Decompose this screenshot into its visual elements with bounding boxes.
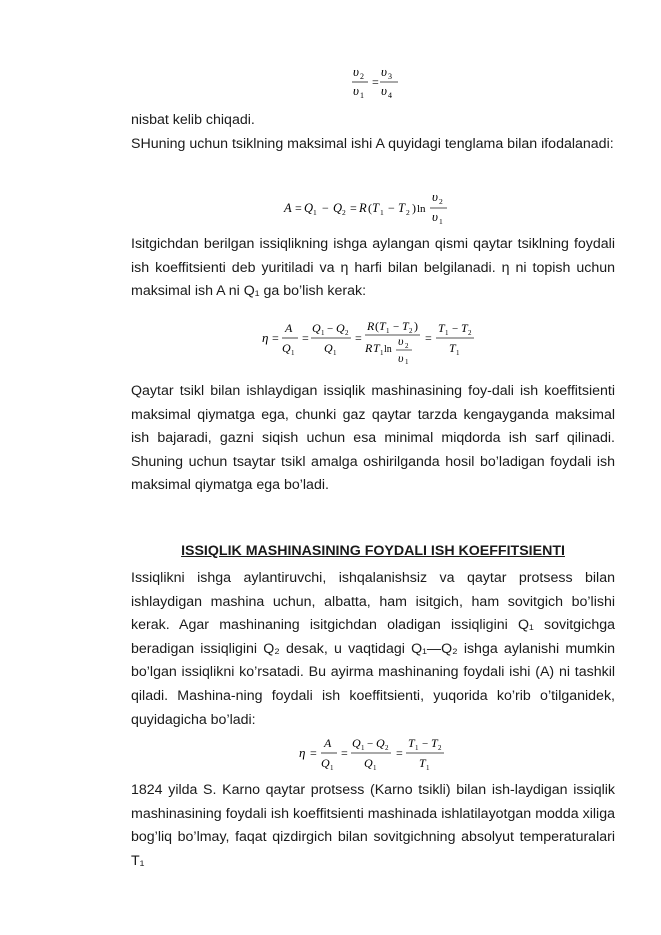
svg-text:1: 1 xyxy=(380,349,384,357)
svg-text:R: R xyxy=(367,319,375,333)
svg-text:Q: Q xyxy=(364,756,373,770)
svg-text:T: T xyxy=(398,201,405,215)
paragraph-shuning: SHuning uchun tsiklning maksimal ishi A quyidagi tenglama bilan ifodalanadi: xyxy=(131,136,614,152)
svg-text:=: = xyxy=(355,331,362,345)
svg-text:=: = xyxy=(341,746,348,760)
svg-text:2: 2 xyxy=(385,744,389,752)
svg-text:2: 2 xyxy=(438,744,442,752)
svg-text:T: T xyxy=(408,736,415,750)
svg-text:2: 2 xyxy=(405,342,409,350)
svg-text:1: 1 xyxy=(456,349,460,357)
svg-text:4: 4 xyxy=(388,91,392,100)
svg-text:(: ( xyxy=(375,319,379,333)
svg-text:Q: Q xyxy=(352,736,361,750)
svg-text:Q: Q xyxy=(324,341,333,355)
svg-text:(: ( xyxy=(368,201,372,215)
svg-text:1: 1 xyxy=(333,349,337,357)
svg-text:=: = xyxy=(350,201,357,215)
svg-text:T: T xyxy=(402,319,409,333)
svg-text:1: 1 xyxy=(405,358,409,364)
svg-text:υ: υ xyxy=(398,334,404,348)
ratio-num-left: υ xyxy=(353,64,359,79)
svg-text:T: T xyxy=(379,319,386,333)
svg-text:−: − xyxy=(422,738,429,750)
svg-text:T: T xyxy=(419,756,426,770)
svg-text:T: T xyxy=(372,201,379,215)
svg-text:T: T xyxy=(461,321,468,335)
svg-text:Q: Q xyxy=(321,756,330,770)
svg-text:2: 2 xyxy=(439,197,443,206)
svg-text:Q: Q xyxy=(336,321,345,335)
ratio-den-left: υ xyxy=(353,83,359,98)
svg-text:T: T xyxy=(438,321,445,335)
svg-text:A: A xyxy=(284,201,292,215)
svg-text:Q: Q xyxy=(312,321,321,335)
svg-text:1: 1 xyxy=(313,208,317,217)
svg-text:−: − xyxy=(452,323,459,335)
svg-text:2: 2 xyxy=(409,327,413,335)
svg-text:1: 1 xyxy=(321,329,325,337)
svg-text:−: − xyxy=(388,201,395,215)
svg-text:1: 1 xyxy=(380,208,384,217)
svg-text:Q: Q xyxy=(376,736,385,750)
svg-text:2: 2 xyxy=(406,208,410,217)
svg-text:R: R xyxy=(365,341,373,355)
svg-text:1: 1 xyxy=(373,764,377,772)
svg-text:ln: ln xyxy=(417,203,426,215)
svg-text:2: 2 xyxy=(468,329,472,337)
formula-volume-ratio xyxy=(348,62,408,102)
svg-text:1: 1 xyxy=(291,349,295,357)
svg-text:2: 2 xyxy=(360,72,364,81)
svg-text:3: 3 xyxy=(388,72,392,81)
paragraph-1824: 1824 yilda S. Karno qaytar protsess (Karno tsikli) bilan ish-laydigan issiqlik mashinasining foydali ish koeffitsienti mashinada ishlatilayotgan modda xiliga bog’liq bo’lmay, faqat qizdirgich bilan sovitgichning absolyut temperaturalari T₁ xyxy=(131,782,615,869)
paragraph-issiqlikni: Issiqlikni ishga aylantiruvchi, ishqalanishsiz va qaytar protsess bilan ishlaydigan mashina uchun, albatta, ham isitgich, ham sovitgich bo’lishi kerak. Agar mashinaning isitgichdan oladigan issiqligini Q₁ sovitgichga beradigan issiqligini Q₂ desak, u vaqtidagi Q₁—Q₂ ishga aylanishi mumkin bo’lgan issiqlikni ko’rsatadi. Bu ayirma mashinaning foydali ishi (A) ni tashkil qiladi. Mashina-ning foydali ish koeffitsienti, yuqorida ko’rib o’tilganidek, quyidagicha bo’ladi: xyxy=(131,570,615,728)
section-heading: ISSIQLIK MASHINASINING FOYDALI ISH KOEFFITSIENTI xyxy=(181,543,565,559)
paragraph-qaytar: Qaytar tsikl bilan ishlaydigan issiqlik mashinasining foy-dali ish koeffitsienti maksimal qiymatga ega, chunki gaz qaytar tarzda kengayganda maksimal ish bajaradi, gazni siqish uchun esa minimal miqdorda ish sarf qilinadi. Shuning uchun tsaytar tsikl amalga oshirilganda hosil bo’ladigan foydali ish maksimal qiymatga ega bo’ladi. xyxy=(131,383,615,494)
svg-text:ln: ln xyxy=(384,344,392,355)
svg-text:2: 2 xyxy=(342,208,346,217)
svg-text:η: η xyxy=(299,745,306,760)
svg-text:=: = xyxy=(295,201,302,215)
svg-text:=: = xyxy=(310,746,317,760)
svg-text:=: = xyxy=(372,75,379,89)
svg-text:1: 1 xyxy=(360,91,364,100)
svg-text:A: A xyxy=(285,321,293,335)
svg-text:1: 1 xyxy=(445,329,449,337)
svg-text:2: 2 xyxy=(345,329,349,337)
paragraph-nisbat: nisbat kelib chiqadi. xyxy=(131,112,255,128)
svg-text:=: = xyxy=(425,331,432,345)
svg-text:=: = xyxy=(396,746,403,760)
svg-text:Q: Q xyxy=(304,201,314,215)
svg-text:Q: Q xyxy=(282,341,291,355)
svg-text:): ) xyxy=(414,319,418,333)
svg-text:1: 1 xyxy=(426,764,430,772)
svg-text:T: T xyxy=(431,736,438,750)
svg-text:1: 1 xyxy=(439,217,443,226)
svg-text:υ: υ xyxy=(432,189,438,204)
svg-text:R: R xyxy=(359,201,367,215)
svg-text:1: 1 xyxy=(361,744,365,752)
ratio-den-right: υ xyxy=(381,83,387,98)
svg-text:=: = xyxy=(272,331,279,345)
formula-efficiency xyxy=(297,733,457,777)
svg-text:−: − xyxy=(322,201,329,215)
svg-text:1: 1 xyxy=(415,744,419,752)
formula-efficiency-derivation xyxy=(260,316,500,364)
paragraph-isitgich: Isitgichdan berilgan issiqlikning ishga aylangan qismi qaytar tsiklning foydali ish koeffitsienti deb yuritiladi va η harfi bilan belgilanadi. η ni topish uchun maksimal ish A ni Q₁ ga bo’lish kerak: xyxy=(131,236,615,300)
svg-text:T: T xyxy=(373,341,380,355)
svg-text:υ: υ xyxy=(398,351,404,364)
svg-text:η: η xyxy=(262,330,269,345)
ratio-num-right: υ xyxy=(381,64,387,79)
svg-text:): ) xyxy=(412,201,416,215)
svg-text:−: − xyxy=(393,321,400,333)
formula-max-work xyxy=(282,188,482,228)
svg-text:T: T xyxy=(449,341,456,355)
svg-text:1: 1 xyxy=(386,327,390,335)
svg-text:1: 1 xyxy=(330,764,334,772)
svg-text:−: − xyxy=(327,323,334,335)
svg-text:Q: Q xyxy=(333,201,343,215)
svg-text:=: = xyxy=(302,331,309,345)
svg-text:υ: υ xyxy=(432,209,438,224)
svg-text:A: A xyxy=(324,736,332,750)
svg-text:−: − xyxy=(367,738,374,750)
